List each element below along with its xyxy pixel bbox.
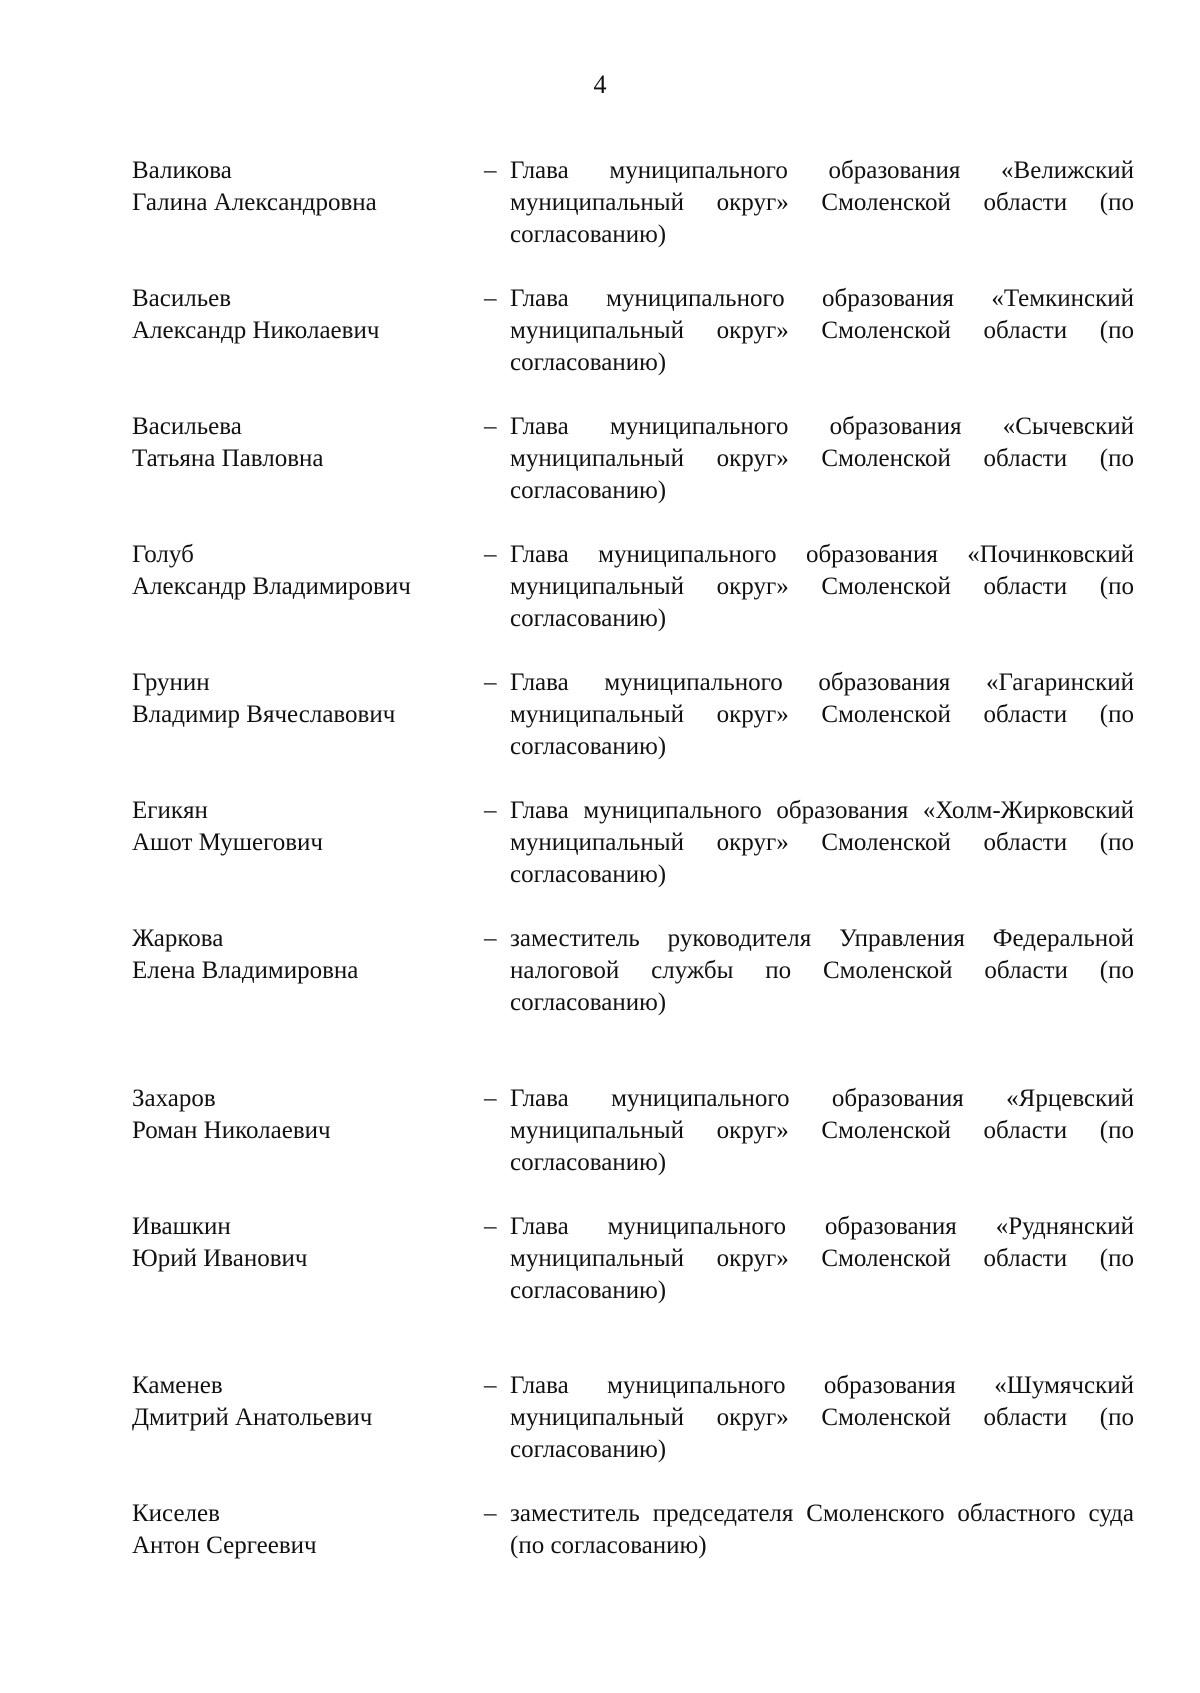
member-given-names: Владимир Вячеславович [132, 701, 396, 728]
member-given-names: Татьяна Павловна [132, 445, 324, 472]
dash-separator: – [484, 285, 497, 312]
member-name [132, 795, 462, 859]
member-position: заместитель руководителя Управления Федеральной налоговой службы по Смоленской области (по согласованию) [510, 925, 1134, 1016]
member-name [132, 667, 462, 731]
member-given-names: Ашот Мушегович [132, 829, 323, 856]
member-name [132, 1083, 462, 1147]
member-given-names: Антон Сергеевич [132, 1532, 317, 1559]
dash-separator: – [484, 157, 497, 184]
page-number: 4 [593, 70, 607, 99]
member-surname: Васильева [132, 413, 242, 440]
member-position: Глава муниципального образования «Сычевский муниципальный округ» Смоленской области (по согласованию) [510, 413, 1134, 504]
member-name [132, 1498, 462, 1562]
member-name [132, 539, 462, 603]
dash-separator: – [484, 925, 497, 952]
member-position: Глава муниципального образования «Велижский муниципальный округ» Смоленской области (по согласованию) [510, 157, 1134, 248]
member-position: Глава муниципального образования «Руднянский муниципальный округ» Смоленской области (по согласованию) [510, 1213, 1134, 1304]
member-given-names: Юрий Иванович [132, 1245, 308, 1272]
member-surname: Жаркова [132, 925, 224, 952]
member-given-names: Дмитрий Анатольевич [132, 1404, 373, 1431]
member-position: Глава муниципального образования «Шумячский муниципальный округ» Смоленской области (по согласованию) [510, 1372, 1134, 1463]
member-name [132, 1370, 462, 1434]
member-name [132, 155, 462, 219]
member-surname: Грунин [132, 669, 210, 696]
member-name [132, 1211, 462, 1275]
member-surname: Васильев [132, 285, 232, 312]
member-given-names: Александр Николаевич [132, 317, 380, 344]
member-position: Глава муниципального образования «Ярцевский муниципальный округ» Смоленской области (по согласованию) [510, 1085, 1134, 1176]
member-position: Глава муниципального образования «Починковский муниципальный округ» Смоленской области (по согласованию) [510, 541, 1134, 632]
dash-separator: – [484, 1085, 497, 1112]
dash-separator: – [484, 1372, 497, 1399]
member-surname: Егикян [132, 797, 208, 824]
member-surname: Захаров [132, 1085, 216, 1112]
dash-separator: – [484, 1500, 497, 1527]
dash-separator: – [484, 1213, 497, 1240]
member-surname: Киселев [132, 1500, 220, 1527]
member-surname: Голуб [132, 541, 194, 568]
member-name [132, 411, 462, 475]
member-position: Глава муниципального образования «Гагаринский муниципальный округ» Смоленской области (по согласованию) [510, 669, 1134, 760]
member-position: Глава муниципального образования «Холм-Жирковский муниципальный округ» Смоленской области (по согласованию) [510, 797, 1134, 888]
member-given-names: Галина Александровна [132, 189, 377, 216]
dash-separator: – [484, 541, 497, 568]
member-surname: Валикова [132, 157, 232, 184]
member-name [132, 923, 462, 987]
dash-separator: – [484, 797, 497, 824]
member-given-names: Елена Владимировна [132, 957, 359, 984]
member-position: Глава муниципального образования «Темкинский муниципальный округ» Смоленской области (по согласованию) [510, 285, 1134, 376]
member-surname: Каменев [132, 1372, 223, 1399]
member-surname: Ивашкин [132, 1213, 231, 1240]
member-given-names: Александр Владимирович [132, 573, 411, 600]
dash-separator: – [484, 669, 497, 696]
member-name [132, 283, 462, 347]
dash-separator: – [484, 413, 497, 440]
member-position: заместитель председателя Смоленского областного суда (по согласованию) [510, 1500, 1134, 1559]
member-given-names: Роман Николаевич [132, 1117, 331, 1144]
